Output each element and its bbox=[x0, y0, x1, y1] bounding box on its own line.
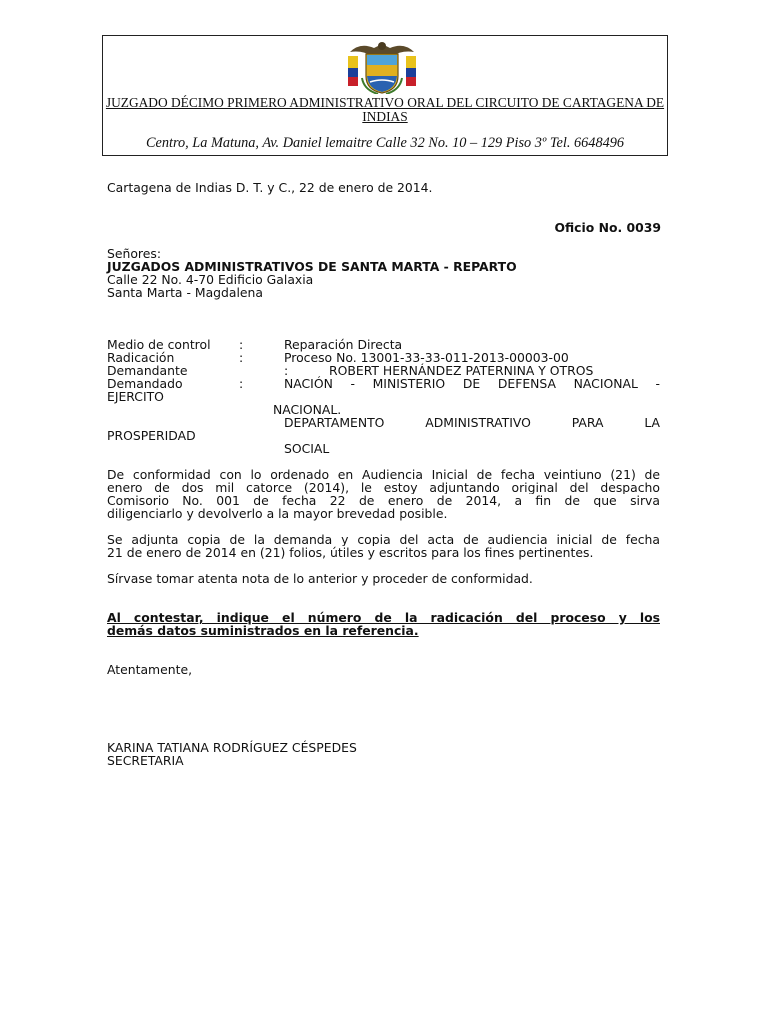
medio-colon: : bbox=[239, 337, 244, 352]
salutation: Señores: bbox=[107, 246, 161, 261]
medio-label: Medio de control bbox=[107, 337, 211, 352]
oficio-number: Oficio No. 0039 bbox=[554, 220, 661, 235]
demandado-colon: : bbox=[239, 376, 244, 391]
paragraph-1-line-2: enero de dos mil catorce (2014), le estoy adjuntando original del despacho bbox=[107, 481, 660, 494]
coat-of-arms-icon bbox=[344, 38, 420, 94]
demandante-value: ROBERT HERNÁNDEZ PATERNINA Y OTROS bbox=[329, 363, 594, 378]
demandado-line-3: NACIONAL. bbox=[273, 402, 342, 417]
demandado-line-5: PROSPERIDAD bbox=[107, 428, 196, 443]
court-name: JUZGADO DÉCIMO PRIMERO ADMINISTRATIVO ORAL DEL CIRCUITO DE CARTAGENA DE INDIAS bbox=[105, 95, 665, 124]
demandante-label: Demandante bbox=[107, 363, 188, 378]
radicacion-colon: : bbox=[239, 350, 244, 365]
paragraph-3: Sírvase tomar atenta nota de lo anterior y proceder de conformidad. bbox=[107, 571, 533, 586]
paragraph-1-line-4: diligenciarlo y devolverlo a la mayor brevedad posible. bbox=[107, 506, 448, 521]
medio-value: Reparación Directa bbox=[284, 337, 403, 352]
demandado-label: Demandado bbox=[107, 376, 183, 391]
date-line: Cartagena de Indias D. T. y C., 22 de enero de 2014. bbox=[107, 180, 433, 195]
paragraph-2-line-1: Se adjunta copia de la demanda y copia del acta de audiencia inicial de fecha bbox=[107, 533, 660, 546]
closing: Atentamente, bbox=[107, 662, 193, 677]
signer-title: SECRETARIA bbox=[107, 753, 184, 768]
radicacion-value: Proceso No. 13001-33-33-011-2013-00003-00 bbox=[284, 350, 569, 365]
court-address: Centro, La Matuna, Av. Daniel lemaitre Calle 32 No. 10 – 129 Piso 3º Tel. 6648496 bbox=[145, 135, 625, 151]
demandado-line-2: EJERCITO bbox=[107, 389, 164, 404]
recipient-address-2: Santa Marta - Magdalena bbox=[107, 285, 263, 300]
demandado-line-4: DEPARTAMENTO ADMINISTRATIVO PARA LA bbox=[284, 415, 660, 430]
paragraph-2-line-2: 21 de enero de 2014 en (21) folios, útiles y escritos para los fines pertinentes. bbox=[107, 545, 594, 560]
notice-line-2: demás datos suministrados en la referencia. bbox=[107, 623, 419, 638]
radicacion-label: Radicación bbox=[107, 350, 175, 365]
paragraph-1-line-1: De conformidad con lo ordenado en Audiencia Inicial de fecha veintiuno (21) de bbox=[107, 468, 660, 481]
demandado-line-6: SOCIAL bbox=[284, 441, 330, 456]
recipient-name: JUZGADOS ADMINISTRATIVOS DE SANTA MARTA - REPARTO bbox=[107, 259, 517, 274]
demandante-colon: : bbox=[284, 363, 289, 378]
paragraph-1-line-3: Comisorio No. 001 de fecha 22 de enero de 2014, a fin de que sirva bbox=[107, 494, 660, 507]
signer-name: KARINA TATIANA RODRÍGUEZ CÉSPEDES bbox=[107, 740, 357, 755]
demandado-line-1: NACIÓN - MINISTERIO DE DEFENSA NACIONAL - bbox=[284, 376, 660, 391]
recipient-address-1: Calle 22 No. 4-70 Edificio Galaxia bbox=[107, 272, 314, 287]
notice-line-1: Al contestar, indique el número de la radicación del proceso y los bbox=[107, 611, 660, 625]
